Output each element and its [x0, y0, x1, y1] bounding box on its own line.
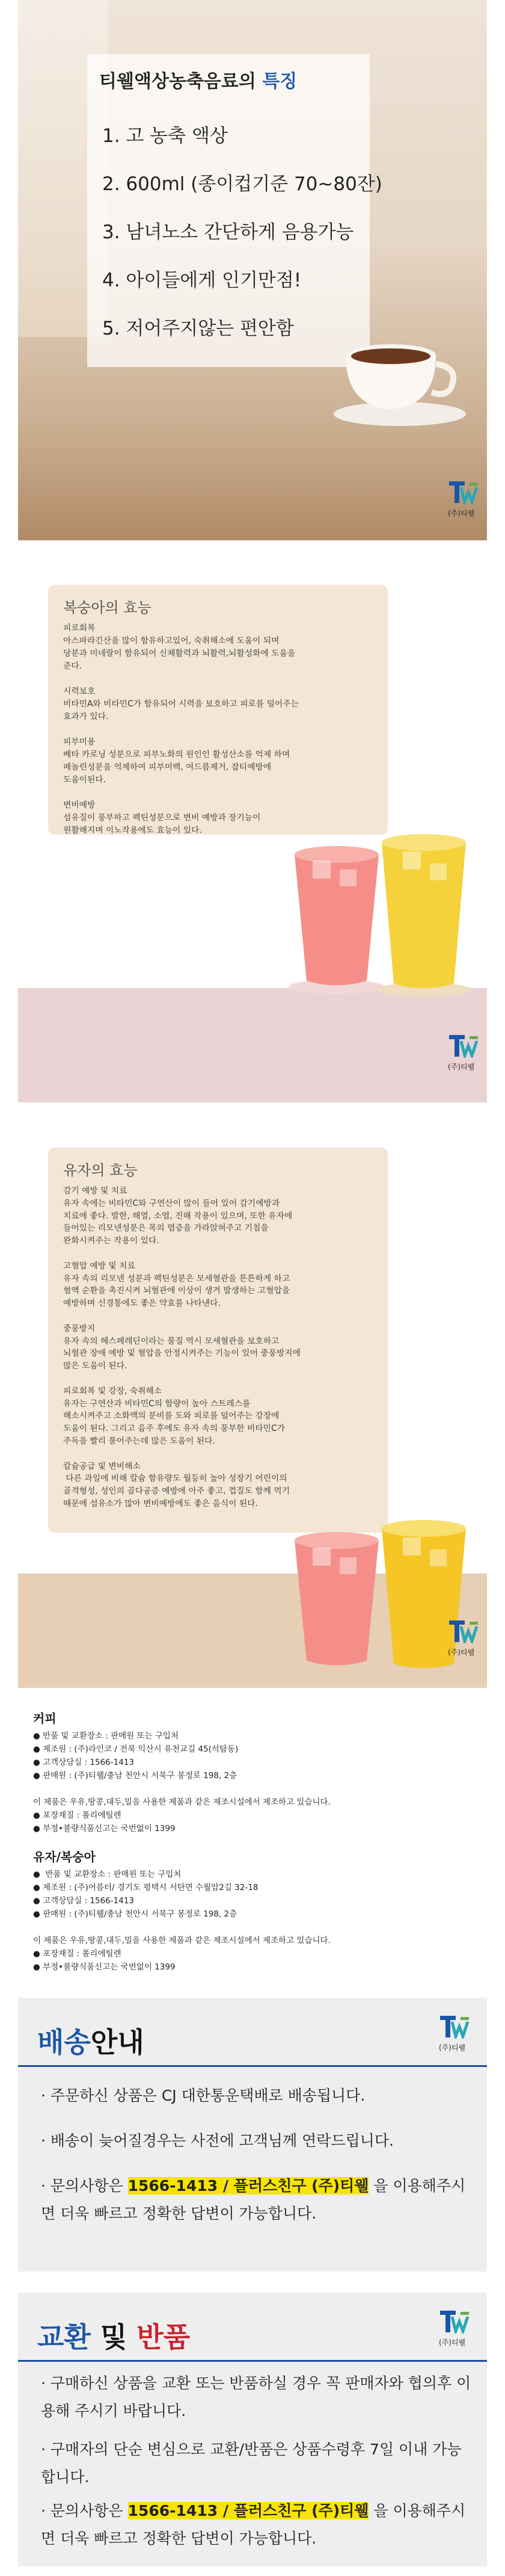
- peach-citron-info-line: ● 포장재질 : 폴리에틸렌: [33, 1949, 121, 1959]
- brand-logo: [439, 2311, 470, 2347]
- feature-item: 3. 남녀노소 간단하게 음용가능: [102, 221, 354, 243]
- delivery-item: [41, 2127, 474, 2155]
- peach-citron-info-line: ● 부정•불량식품신고는 국번없이 1399: [33, 1962, 176, 1972]
- company-name: (주)티웰: [439, 2043, 466, 2052]
- features-title-highlight: 특징: [262, 71, 298, 92]
- peach-citron-info-line: ● 제조원 : (주)어름터/ 경기도 평택시 서탄면 수월암2길 32-18: [33, 1883, 259, 1892]
- coffee-info-line: 이 제품은 우유,땅콩,대두,밀을 사용한 제품과 같은 제조시설에서 제조하고 있습니다.: [33, 1797, 331, 1807]
- exchange-title-b: 반품: [136, 2321, 191, 2353]
- features-title-text: 티웰액상농축음료의: [99, 71, 263, 92]
- exchange-item-text: 을 이용해주시면 더욱 빠르고 정확한 답변이 가능합니다.: [41, 2502, 466, 2547]
- tw-logo-icon: [448, 1035, 479, 1058]
- delivery-item-text: · 배송이 늦어질경우는 사전에 고객님께 연락드립니다.: [41, 2132, 394, 2149]
- feature-item: 4. 아이들에게 인기만점!: [102, 270, 302, 291]
- feature-item: 1. 고 농축 액상: [102, 125, 228, 147]
- peach-citron-info-line: 이 제품은 우유,땅콩,대두,밀을 사용한 제품과 같은 제조시설에서 제조하고 있습니다.: [33, 1936, 331, 1945]
- exchange-item: [41, 2436, 474, 2491]
- peach-citron-info-line: ● 판매원 : (주)티웰/충남 천안시 서북구 봉정로 198, 2층: [33, 1909, 237, 1919]
- citron-benefits-box: [48, 1147, 388, 1533]
- delivery-title: [37, 2021, 144, 2060]
- coffee-cup-image: [331, 337, 469, 427]
- drinks-glasses-image: [283, 818, 475, 999]
- coffee-info-line: ● 반품 및 교환장소 : 판매원 또는 구입처: [33, 1731, 179, 1741]
- delivery-title-a: 배송: [37, 2026, 91, 2059]
- brand-logo: [448, 1035, 479, 1072]
- citron-body-text: 감기 예방 및 치료 유자 속에는 비타민C와 구연산이 많이 들어 있어 감기예방과 치료에 좋다. 발한, 해열, 소염, 진해 작용이 있으며, 또한 유자에 들어있는 리모넨성분은 목의 염증을 가라앉혀주고 기침을 완화시켜주는 작용이 있다. 고혈압 예방 및 치료 유자 속의 리모넨 성분과 펙틴성분은 모세혈관을 튼튼하게 하고 혈액 순환을 촉진시켜 뇌혈관에 이상이 생겨 발생하는 고혈압을 예방하며 신경통에도 좋은 약효를 나타낸다. 중풍방지 유자 속의 헤스페레딘이라는 물질 역시 모세혈관을 보호하고 뇌혈관 장애 예방 및 혈압을 안정시켜주는 기능이 있어 중풍방지에 많은 도움이 된다. 피로회복 및 강장, 숙취해소 유자는 구연산과 비타민C의 함량이 높아 스트레스를 해소시켜주고 소화액의 분비를 도와 피로를 덜어주는 강장에 도움이 된다. 그리고 음주 후에도 유자 속의 풍부한 비타민C가 주독을 빨리 풀어주는데 많은 도움이 된다. 칼슘공급 및 변비해소 다른 과일에 비해 칼슘 함유량도 월등히 높아 성장기 어린이의 골격형성, 성인의 골다공증 예방에 아주 좋고, 껍질도 함께 먹기 때문에 섬유소가 많아 변비예방에도 좋은 음식이 된다.: [63, 1186, 301, 1509]
- exchange-title-mid: 및: [90, 2321, 137, 2353]
- exchange-title: [37, 2315, 190, 2355]
- delivery-notice: [18, 1998, 487, 2272]
- brand-logo: [448, 481, 479, 518]
- peach-benefits-section: [18, 560, 487, 1102]
- delivery-title-b: 안내: [90, 2026, 144, 2059]
- peach-heading: 복숭아의 효능: [63, 599, 152, 616]
- company-name: (주)티웰: [448, 1648, 475, 1657]
- delivery-item: [41, 2172, 474, 2228]
- exchange-item-text: · 구매하신 상품을 교환 또는 반품하실 경우 꼭 판매자와 협의후 이용해 주시기 바랍니다.: [41, 2374, 471, 2420]
- delivery-item-text: 을 이용해주시면 더욱 빠르고 정확한 답변이 가능합니다.: [41, 2177, 466, 2222]
- features-title: [99, 66, 297, 93]
- peach-citron-info-heading: 유자/복숭아: [33, 1850, 96, 1864]
- citron-benefits-section: [18, 1122, 487, 1688]
- product-info-section: [18, 1706, 487, 2031]
- brand-logo: [439, 2016, 470, 2052]
- company-name: (주)티웰: [439, 2338, 466, 2347]
- peach-benefits-box: [48, 585, 388, 835]
- tw-logo-icon: [439, 2016, 470, 2039]
- delivery-item-text: · 문의사항은: [41, 2177, 128, 2195]
- coffee-info-line: ● 제조원 : (주)라인코 / 전북 익산시 유천교길 45(석탐동): [33, 1744, 239, 1754]
- coffee-info-heading: 커피: [33, 1711, 57, 1726]
- drinks-glasses-image: [283, 1510, 475, 1679]
- exchange-item-text: · 구매자의 단순 변심으로 교환/반품은 상품수령후 7일 이내 가능합니다.: [41, 2441, 462, 2486]
- coffee-info-line: ● 판매원 : (주)티웰/충남 천안시 서북구 봉정로 198, 2층: [33, 1771, 237, 1781]
- contact-highlight: 1566-1413 / 플러스친구 (주)티웰: [127, 2177, 369, 2195]
- peach-body-text: 피로회복 아스파라긴산을 많이 함유하고있어, 숙취해소에 도움이 되며 당분과 미네랄이 함유되어 신체활력과 뇌활력,뇌활성화에 도움을 준다. 시력보호 비타민A와 비타민C가 함유되어 시력을 보호하고 피로를 덜어주는 효과가 있다. 피부미용 베타 카로닝 성분으로 피부노화의 원인인 활성산소를 억제 하며 페놀린성분을 억제하여 피부미백, 여드름제거, 잡티예방에 도움이된다. 변비예방 섬유질이 풍부하고 펙틴성분으로 변비 예방과 장기능이 원활해지며 이노작용에도 효능이 있다.: [63, 623, 299, 835]
- coffee-info-line: ● 부정•불량식품신고는 국번없이 1399: [33, 1824, 176, 1833]
- feature-item: 2. 600ml (종이컵기준 70~80잔): [102, 173, 382, 195]
- peach-citron-info-line: ● 고객상담실 : 1566-1413: [33, 1896, 134, 1906]
- exchange-item: [41, 2497, 474, 2553]
- exchange-item-text: · 문의사항은: [41, 2502, 128, 2519]
- exchange-divider: [18, 2360, 487, 2362]
- coffee-info-line: ● 고객상담실 : 1566-1413: [33, 1758, 134, 1767]
- feature-item: 5. 저어주지않는 편안함: [102, 318, 294, 339]
- contact-highlight: 1566-1413 / 플러스친구 (주)티웰: [127, 2502, 369, 2519]
- peach-citron-info-line: ● 반품 및 교환장소 : 판매원 또는 구입처: [33, 1870, 182, 1879]
- delivery-item: [41, 2082, 474, 2110]
- tw-logo-icon: [448, 481, 479, 504]
- company-name: (주)티웰: [448, 1063, 475, 1071]
- exchange-item: [41, 2370, 474, 2425]
- citron-heading: 유자의 효능: [63, 1162, 138, 1179]
- tw-logo-icon: [439, 2311, 470, 2334]
- pink-footer-band: [18, 988, 487, 1102]
- coffee-info-line: ● 포장재질 : 폴리에틸렌: [33, 1811, 121, 1820]
- tw-logo-icon: [448, 1620, 479, 1643]
- features-banner: [18, 0, 487, 540]
- delivery-item-text: · 주문하신 상품은 CJ 대한통운택배로 배송됩니다.: [41, 2087, 366, 2104]
- delivery-divider: [18, 2065, 487, 2067]
- exchange-notice: [18, 2293, 487, 2566]
- exchange-title-a: 교환: [37, 2321, 91, 2353]
- brand-logo: [448, 1620, 479, 1657]
- company-name: (주)티웰: [448, 509, 475, 517]
